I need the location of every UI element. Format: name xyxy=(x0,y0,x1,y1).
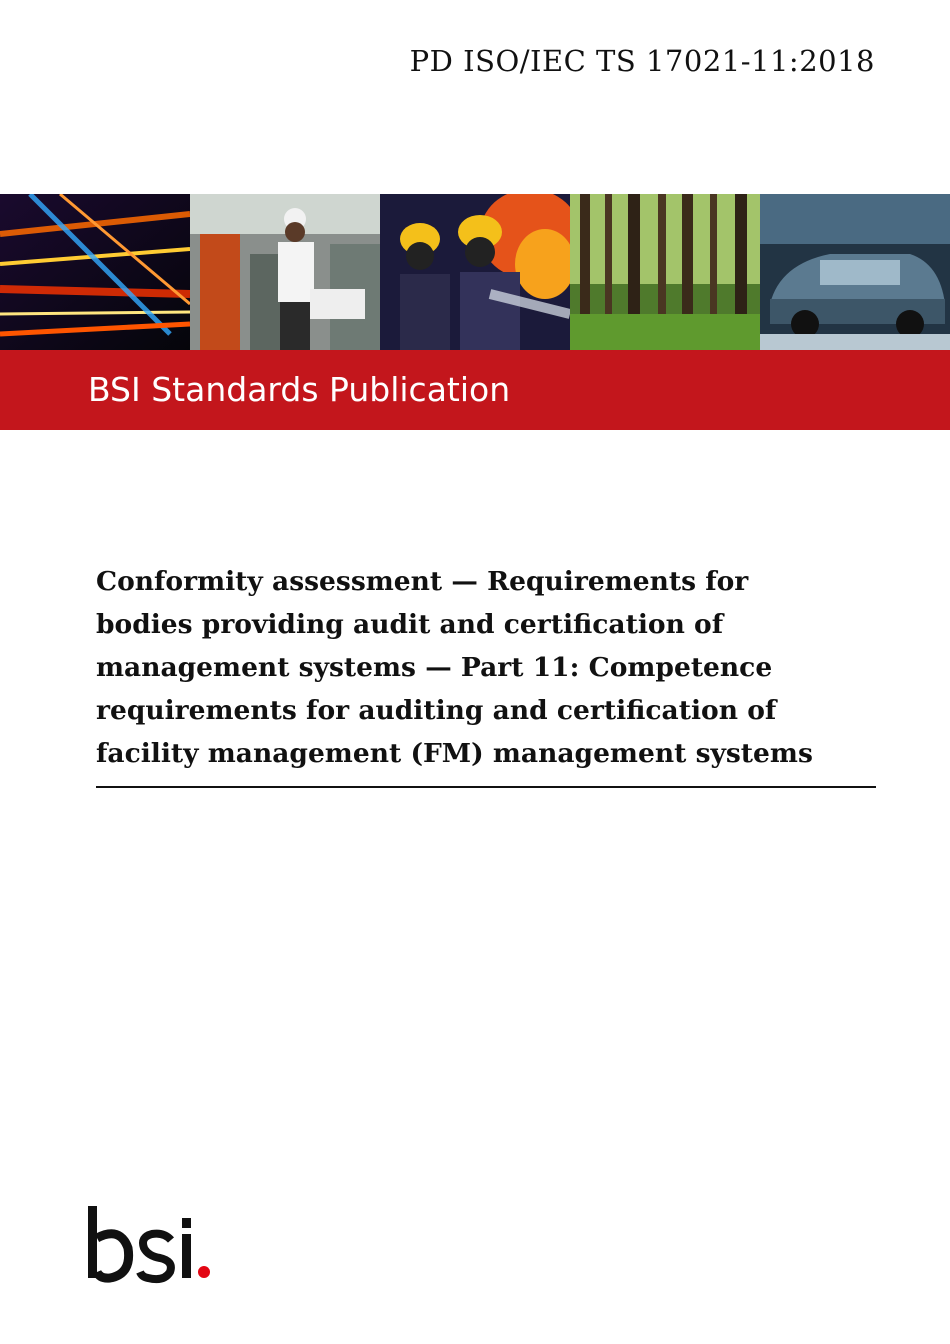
title-divider xyxy=(96,786,876,788)
title-line: Conformity assessment — Requirements for xyxy=(96,566,749,597)
photo-strip xyxy=(0,194,950,350)
title-line: requirements for auditing and certification of xyxy=(96,695,777,726)
document-number: PD ISO/IEC TS 17021-11:2018 xyxy=(409,44,875,78)
forest-photo xyxy=(570,194,760,350)
warehouse-worker-photo xyxy=(190,194,380,350)
banner-label: BSI Standards Publication xyxy=(88,370,511,409)
title-line: management systems — Part 11: Competence xyxy=(96,652,773,683)
light-trails-photo xyxy=(0,194,190,350)
title-line: facility management (FM) management systems xyxy=(96,738,813,769)
document-title xyxy=(96,560,886,775)
car-production-line-photo xyxy=(760,194,950,350)
bsi-logo xyxy=(86,1204,216,1284)
firefighters-photo xyxy=(380,194,570,350)
title-line: bodies providing audit and certification of xyxy=(96,609,724,640)
publication-banner xyxy=(0,350,950,430)
